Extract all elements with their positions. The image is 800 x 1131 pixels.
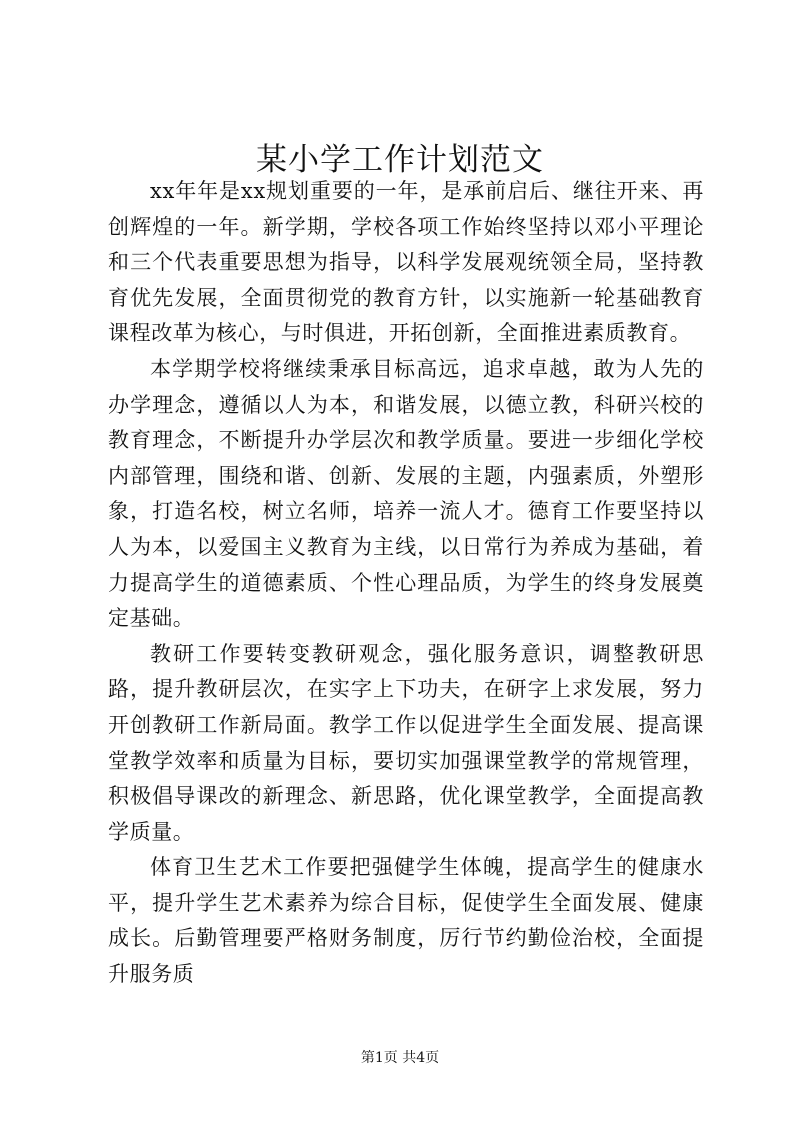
paragraph-3: 教研工作要转变教研观念，强化服务意识，调整教研思路，提升教研层次，在实字上下功夫，在研字上求发展，努力开创教研工作新局面。教学工作以促进学生全面发展、提高课堂教学效率和质量为目标，要切实加强课堂教学的常规管理，积极倡导课改的新理念、新思路，优化课堂教学，全面提高教学质量。 — [108, 641, 704, 844]
page-title: 某小学工作计划范文 — [256, 142, 544, 178]
page-number-footer: 第1页 共4页 — [360, 1050, 440, 1066]
paragraph-2: 本学期学校将继续秉承目标高远，追求卓越，敢为人先的办学理念，遵循以人为本，和谐发展，以德立教，科研兴校的教育理念，不断提升办学层次和教学质量。要进一步细化学校内部管理，围绕和谐、创新、发展的主题，内强素质，外塑形象，打造名校，树立名师，培养一流人才。德育工作要坚持以人为本，以爱国主义教育为主线，以日常行为养成为基础，着力提高学生的道德素质、个性心理品质，为学生的终身发展奠定基础。 — [108, 356, 704, 631]
document-body — [108, 174, 704, 993]
paragraph-4: 体育卫生艺术工作要把强健学生体魄，提高学生的健康水平，提升学生艺术素养为综合目标，促使学生全面发展、健康成长。后勤管理要严格财务制度，厉行节约勤俭治校，全面提升服务质 — [108, 855, 704, 987]
paragraph-1: xx年年是xx规划重要的一年，是承前启后、继往开来、再创辉煌的一年。新学期，学校各项工作始终坚持以邓小平理论和三个代表重要思想为指导，以科学发展观统领全局，坚持教育优先发展，全面贯彻党的教育方针，以实施新一轮基础教育课程改革为核心，与时俱进，开拓创新，全面推进素质教育。 — [108, 179, 704, 346]
